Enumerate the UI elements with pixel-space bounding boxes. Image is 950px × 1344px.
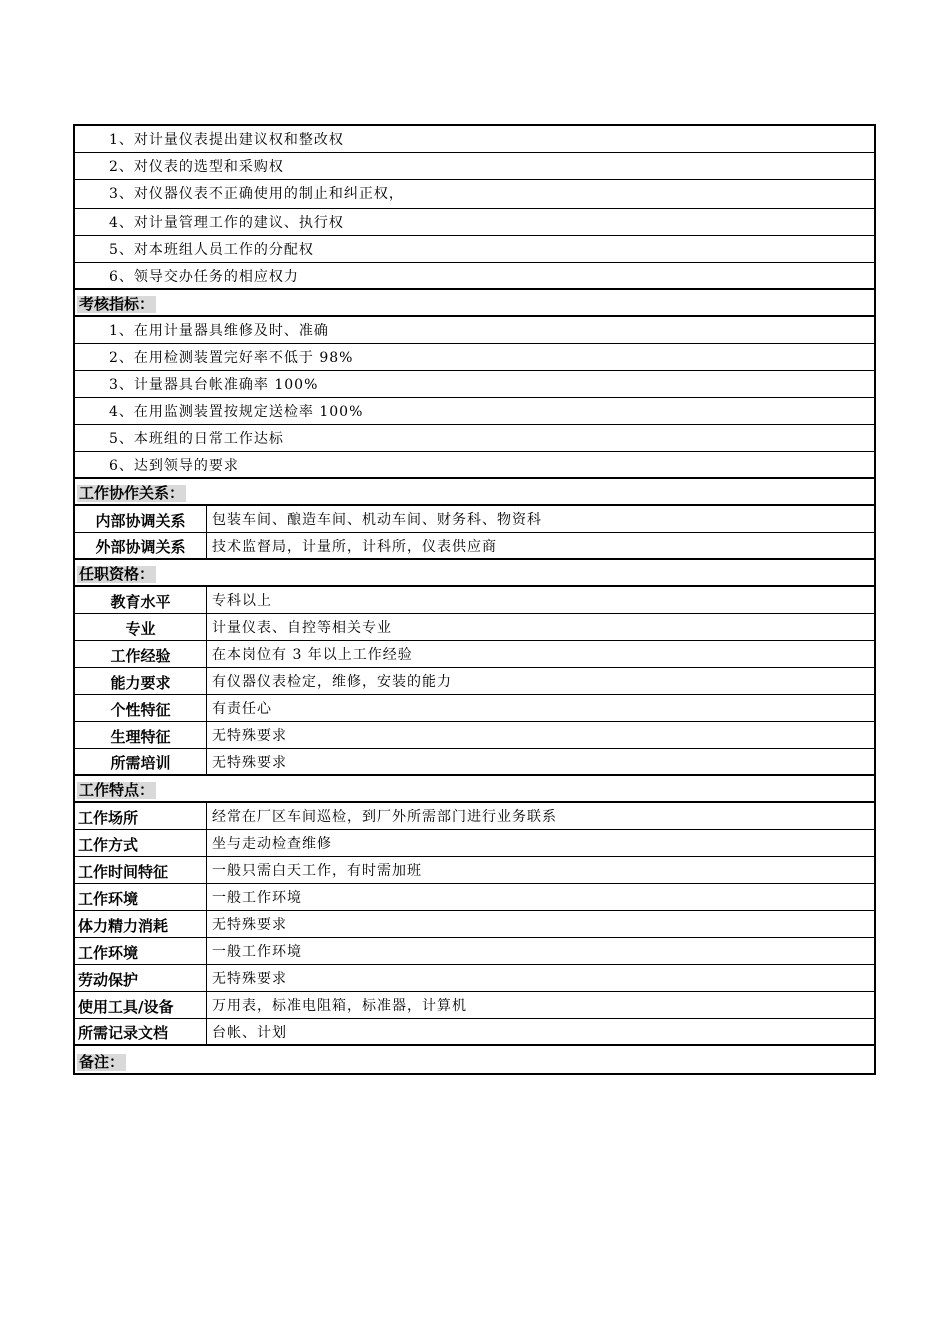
qualification-row: [75, 641, 874, 668]
job-description-table: [73, 124, 876, 1075]
row-label: 体力精力消耗: [75, 911, 207, 937]
row-label: 所需记录文档: [75, 1019, 207, 1044]
row-value: 有责任心: [212, 701, 272, 717]
qualification-row: [75, 695, 874, 722]
row-label: 教育水平: [75, 587, 207, 613]
assessment-row: [75, 452, 874, 479]
row-label: 工作场所: [75, 803, 207, 829]
section-header-features: [75, 776, 874, 803]
row-label: 劳动保护: [75, 965, 207, 991]
section-header-assessment: [75, 290, 874, 317]
row-label: 生理特征: [75, 722, 207, 748]
assessment-row: [75, 371, 874, 398]
row-label: 工作经验: [75, 641, 207, 667]
feature-row: [75, 857, 874, 884]
row-label: 外部协调关系: [75, 533, 207, 558]
row-value: 在本岗位有 3 年以上工作经验: [212, 647, 413, 663]
row-value: 一般工作环境: [212, 944, 302, 960]
row-label: 工作环境: [75, 884, 207, 910]
feature-row: [75, 884, 874, 911]
authority-row: [75, 126, 874, 153]
row-label: 所需培训: [75, 749, 207, 774]
assessment-item: 2、在用检测装置完好率不低于 98%: [109, 350, 354, 366]
row-value: 包装车间、酿造车间、机动车间、财务科、物资科: [212, 512, 542, 528]
qualification-row: [75, 668, 874, 695]
row-label: 使用工具/设备: [75, 992, 207, 1018]
row-value: 台帐、计划: [212, 1024, 287, 1041]
row-value: 经常在厂区车间巡检，到厂外所需部门进行业务联系: [212, 809, 557, 825]
row-value: 一般工作环境: [212, 890, 302, 906]
assessment-item: 6、达到领导的要求: [109, 457, 239, 474]
authority-item: 2、对仪表的选型和采购权: [109, 159, 284, 175]
row-value: 无特殊要求: [212, 917, 287, 933]
section-title: 备注：: [79, 1053, 125, 1071]
row-value: 计量仪表、自控等相关专业: [212, 620, 392, 636]
authority-item: 6、领导交办任务的相应权力: [109, 268, 299, 285]
row-label: 工作环境: [75, 938, 207, 964]
qualification-row: [75, 614, 874, 641]
row-value: 无特殊要求: [212, 971, 287, 987]
row-value: 一般只需白天工作，有时需加班: [212, 863, 422, 879]
section-title: 任职资格：: [79, 565, 155, 583]
feature-row: [75, 803, 874, 830]
authority-row: [75, 263, 874, 290]
feature-row: [75, 992, 874, 1019]
assessment-row: [75, 398, 874, 425]
section-title: 考核指标：: [79, 295, 155, 313]
qualification-row: [75, 749, 874, 776]
row-value: 万用表，标准电阻箱，标准器，计算机: [212, 998, 467, 1014]
assessment-item: 3、计量器具台帐准确率 100%: [109, 377, 319, 393]
assessment-row: [75, 317, 874, 344]
section-header-remarks: [75, 1046, 874, 1073]
row-value: 坐与走动检查维修: [212, 836, 332, 852]
authority-item: 4、对计量管理工作的建议、执行权: [109, 215, 344, 231]
row-value: 有仪器仪表检定，维修，安装的能力: [212, 674, 452, 690]
assessment-row: [75, 344, 874, 371]
row-label: 工作方式: [75, 830, 207, 856]
row-value: 技术监督局，计量所，计科所，仪表供应商: [212, 538, 497, 555]
feature-row: [75, 938, 874, 965]
feature-row: [75, 1019, 874, 1046]
assessment-item: 4、在用监测装置按规定送检率 100%: [109, 404, 364, 420]
section-title: 工作特点：: [79, 781, 155, 799]
authority-item: 1、对计量仪表提出建议权和整改权: [109, 132, 344, 148]
section-title: 工作协作关系：: [79, 484, 185, 502]
feature-row: [75, 965, 874, 992]
authority-row: [75, 153, 874, 180]
assessment-row: [75, 425, 874, 452]
row-value: 专科以上: [212, 593, 272, 609]
cooperation-row: [75, 533, 874, 560]
authority-row: [75, 180, 874, 209]
qualification-row: [75, 722, 874, 749]
authority-item: 5、对本班组人员工作的分配权: [109, 242, 314, 258]
authority-row: [75, 209, 874, 236]
row-label: 专业: [75, 614, 207, 640]
section-header-qualifications: [75, 560, 874, 587]
row-label: 能力要求: [75, 668, 207, 694]
qualification-row: [75, 587, 874, 614]
row-label: 内部协调关系: [75, 506, 207, 532]
authority-row: [75, 236, 874, 263]
assessment-item: 5、本班组的日常工作达标: [109, 431, 284, 447]
authority-item: 3、对仪器仪表不正确使用的制止和纠正权，: [109, 186, 404, 202]
row-value: 无特殊要求: [212, 728, 287, 744]
cooperation-row: [75, 506, 874, 533]
row-label: 工作时间特征: [75, 857, 207, 883]
feature-row: [75, 911, 874, 938]
assessment-item: 1、在用计量器具维修及时、准确: [109, 323, 329, 339]
row-label: 个性特征: [75, 695, 207, 721]
row-value: 无特殊要求: [212, 754, 287, 771]
section-header-cooperation: [75, 479, 874, 506]
feature-row: [75, 830, 874, 857]
